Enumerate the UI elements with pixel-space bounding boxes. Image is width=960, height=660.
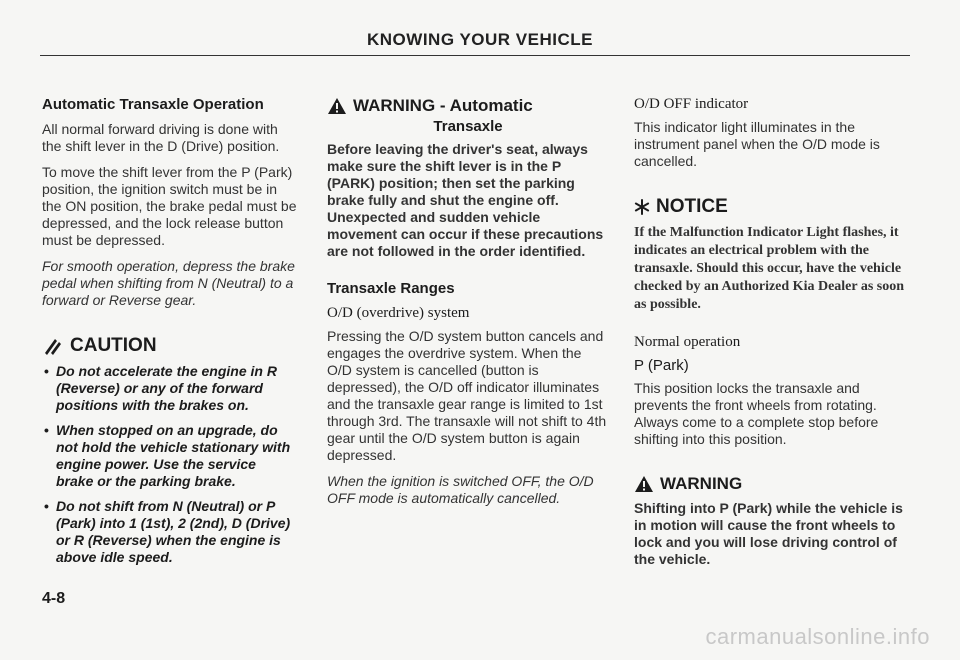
paragraph-od-system: Pressing the O/D system button cancels and engages the overdrive system. When the O/D system is cancelled (button is depressed), the O/D off indicator illuminates and the transaxle gear range is limited to 1st through 3rd. The transaxle will not shift to 4th gear until the O/D system button is again depressed. (327, 328, 607, 463)
watermark: carmanualsonline.info (705, 624, 930, 649)
column-3 (634, 96, 914, 588)
od-off-indicator-label: O/D OFF indicator (634, 96, 749, 112)
caution-title: CAUTION (70, 335, 157, 356)
column-2 (327, 96, 609, 516)
warning-triangle-icon (634, 475, 654, 493)
warning-subtitle: Transaxle (433, 118, 503, 135)
caution-item: • When stopped on an upgrade, do not hold the vehicle stationary with engine power. Use the service brake or the parking brake. (56, 422, 297, 490)
paragraph-drive: All normal forward driving is done with the shift lever in the D (Drive) position. (42, 121, 280, 154)
paragraph-od-ignition: When the ignition is switched OFF, the O/D OFF mode is automatically cancelled. (327, 473, 594, 506)
page-header: KNOWING YOUR VEHICLE (367, 30, 593, 49)
od-system-label: O/D (overdrive) system (327, 305, 470, 321)
paragraph-od-off-indicator: This indicator light illuminates in the instrument panel when the O/D mode is cancelled. (634, 119, 880, 169)
paragraph-park: This position locks the transaxle and prevents the front wheels from rotating. Always come to a complete stop before shifting into this position. (634, 380, 879, 447)
asterisk-icon (634, 199, 650, 215)
notice-body: If the Malfunction Indicator Light flashes, it indicates an electrical problem with the transaxle. Should this occur, have the vehicle checked by an Authorized Kia Dealer as soon as possible. (634, 225, 905, 312)
caution-item: • Do not shift from N (Neutral) or P (Park) into 1 (1st), 2 (2nd), D (Drive) or R (Reverse) when the engine is above idle speed. (56, 498, 297, 566)
warning-triangle-icon (327, 97, 347, 115)
caution-heading (42, 335, 297, 357)
caution-icon (42, 336, 62, 356)
section-heading-transaxle-ranges: Transaxle Ranges (327, 280, 455, 297)
header-rule (40, 55, 910, 56)
warning-body-park: Shifting into P (Park) while the vehicle is in motion will cause the front wheels to lock and you will lose driving control of the vehicle. (634, 500, 903, 567)
section-heading-automatic-transaxle: Automatic Transaxle Operation (42, 96, 264, 113)
caution-list (42, 363, 297, 566)
notice-title: NOTICE (656, 196, 728, 217)
notice-heading (634, 196, 914, 218)
normal-operation-label: Normal operation (634, 334, 741, 350)
warning-heading (327, 96, 609, 116)
paragraph-shift-from-park: To move the shift lever from the P (Park) position, the ignition switch must be in the ON position, the brake pedal must be depressed, and the lock release button must be depressed. (42, 164, 297, 248)
caution-item: • Do not accelerate the engine in R (Reverse) or any of the forward positions with the brakes on. (56, 363, 297, 414)
page-number: 4-8 (42, 590, 66, 607)
warning-body: Before leaving the driver's seat, always make sure the shift lever is in the P (PARK) position; then set the parking brake fully and shut the engine off. Unexpected and sudden vehicle movement can occur if these precautions are not followed in the order identified. (327, 141, 604, 259)
column-1 (42, 96, 297, 574)
warning-title: WARNING - Automatic (353, 96, 533, 115)
warning-title-park: WARNING (660, 474, 743, 493)
paragraph-smooth-operation: For smooth operation, depress the brake pedal when shifting from N (Neutral) to a forward or Reverse gear. (42, 258, 295, 308)
warning-heading-park (634, 474, 914, 494)
park-heading: P (Park) (634, 357, 689, 374)
